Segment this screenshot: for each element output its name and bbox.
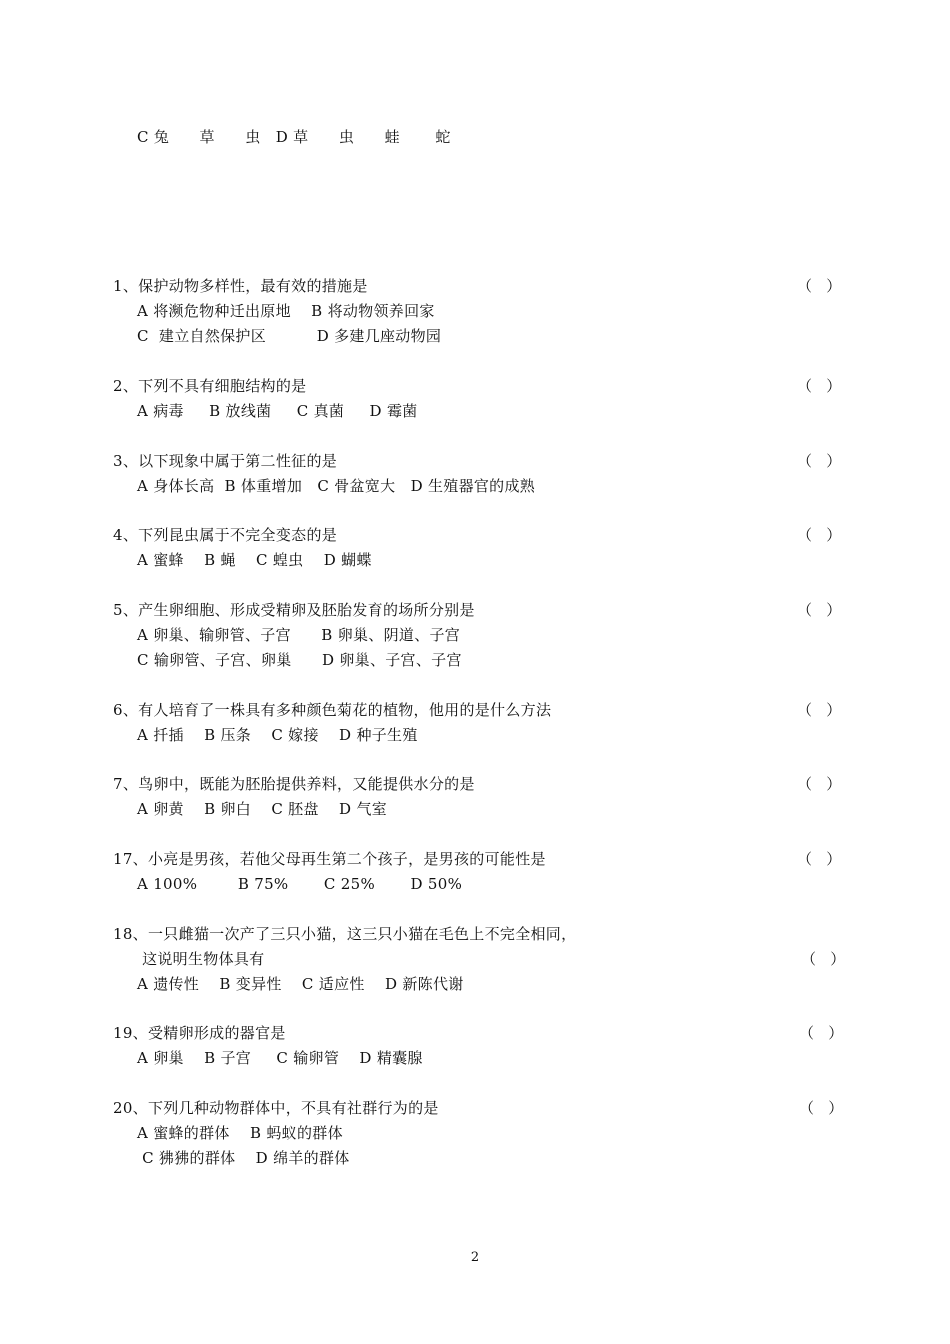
question-2-stem: 2、下列不具有细胞结构的是 bbox=[113, 377, 307, 395]
question-20-option-line-2: C 狒狒的群体 D 绵羊的群体 bbox=[137, 1149, 350, 1167]
question-5-option-line-2: C 输卵管、子宫、卵巢 D 卵巢、子宫、子宫 bbox=[137, 651, 462, 669]
question-19-option-line-1: A 卵巢 B 子宫 C 输卵管 D 精囊腺 bbox=[137, 1049, 423, 1067]
question-2-answer-blank: （ ） bbox=[797, 377, 842, 395]
question-6-option-line-1: A 扦插 B 压条 C 嫁接 D 种子生殖 bbox=[137, 726, 418, 744]
question-17-stem: 17、小亮是男孩，若他父母再生第二个孩子，是男孩的可能性是 bbox=[113, 850, 546, 868]
question-18-answer-blank: （ ） bbox=[801, 950, 846, 968]
page-number: 2 bbox=[470, 1250, 480, 1265]
question-4-option-line-1: A 蜜蜂 B 蝇 C 蝗虫 D 蝴蝶 bbox=[137, 551, 372, 569]
question-4-stem: 4、下列昆虫属于不完全变态的是 bbox=[113, 526, 338, 544]
question-18-option-line-1: A 遗传性 B 变异性 C 适应性 D 新陈代谢 bbox=[137, 975, 464, 993]
question-17-option-line-1: A 100% B 75% C 25% D 50% bbox=[137, 875, 463, 893]
question-5-stem: 5、产生卵细胞、形成受精卵及胚胎发育的场所分别是 bbox=[113, 601, 475, 619]
question-19-stem: 19、受精卵形成的器官是 bbox=[113, 1024, 286, 1042]
question-2-option-line-1: A 病毒 B 放线菌 C 真菌 D 霉菌 bbox=[137, 402, 418, 420]
question-1-option-line-2: C 建立自然保护区 D 多建几座动物园 bbox=[137, 327, 442, 345]
question-3-answer-blank: （ ） bbox=[797, 452, 842, 470]
question-19-answer-blank: （ ） bbox=[799, 1024, 844, 1042]
question-18-stem-continued: 这说明生物体具有 bbox=[137, 950, 265, 968]
food-chain-options-line: C 兔 草 虫 D 草 虫 蛙 蛇 bbox=[137, 128, 451, 146]
question-3-option-line-1: A 身体长高 B 体重增加 C 骨盆宽大 D 生殖器官的成熟 bbox=[137, 477, 536, 495]
question-20-answer-blank: （ ） bbox=[799, 1099, 844, 1117]
question-7-answer-blank: （ ） bbox=[797, 775, 842, 793]
question-1-stem: 1、保护动物多样性，最有效的措施是 bbox=[113, 277, 368, 295]
question-6-stem: 6、有人培育了一株具有多种颜色菊花的植物，他用的是什么方法 bbox=[113, 701, 552, 719]
question-7-option-line-1: A 卵黄 B 卵白 C 胚盘 D 气室 bbox=[137, 800, 388, 818]
question-1-answer-blank: （ ） bbox=[797, 277, 842, 295]
question-5-option-line-1: A 卵巢、输卵管、子宫 B 卵巢、阴道、子宫 bbox=[137, 626, 461, 644]
question-17-answer-blank: （ ） bbox=[797, 850, 842, 868]
question-4-answer-blank: （ ） bbox=[797, 526, 842, 544]
question-20-stem: 20、下列几种动物群体中，不具有社群行为的是 bbox=[113, 1099, 439, 1117]
question-1-option-line-1: A 将濒危物种迁出原地 B 将动物领养回家 bbox=[137, 302, 435, 320]
question-5-answer-blank: （ ） bbox=[797, 601, 842, 619]
question-3-stem: 3、以下现象中属于第二性征的是 bbox=[113, 452, 338, 470]
question-7-stem: 7、鸟卵中，既能为胚胎提供养料，又能提供水分的是 bbox=[113, 775, 475, 793]
question-6-answer-blank: （ ） bbox=[797, 701, 842, 719]
question-20-option-line-1: A 蜜蜂的群体 B 蚂蚁的群体 bbox=[137, 1124, 343, 1142]
question-18-stem: 18、一只雌猫一次产了三只小猫，这三只小猫在毛色上不完全相同， bbox=[113, 925, 577, 943]
